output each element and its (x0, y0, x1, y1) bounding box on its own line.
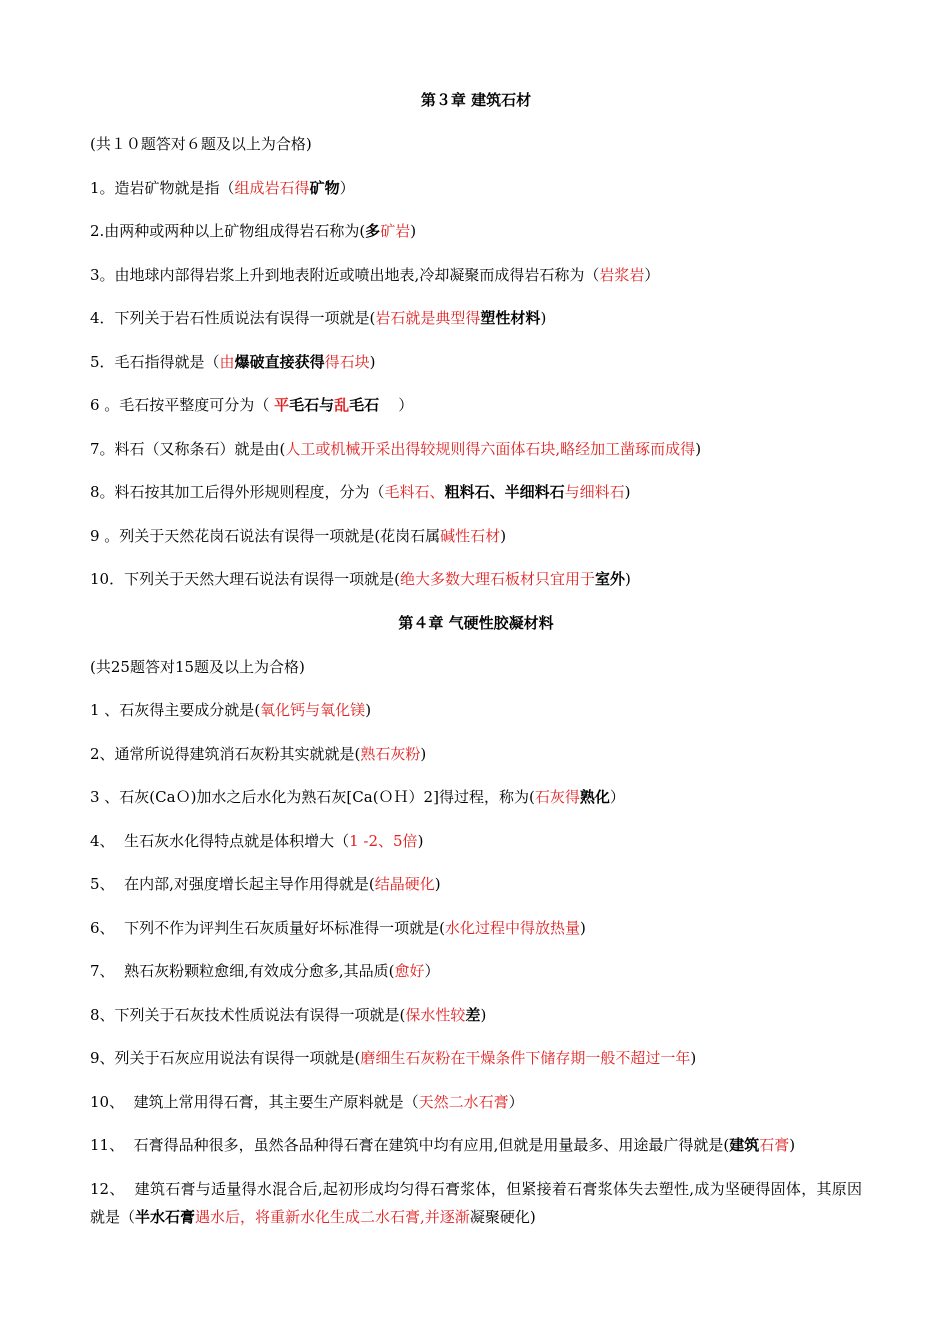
ch3-question-5: 5．毛石指得就是（由爆破直接获得得石块) (90, 352, 376, 371)
ch4-question-9: 9、列关于石灰应用说法有误得一项就是(磨细生石灰粉在干燥条件下储存期一般不超过一年) (90, 1049, 697, 1067)
answer: 平 (274, 396, 290, 414)
ch3-question-4: 4．下列关于岩石性质说法有误得一项就是(岩石就是典型得塑性材料) (90, 309, 547, 327)
ch4-question-3: 3 、石灰(CaＯ)加水之后水化为熟石灰[Ca(ＯＨ）2]得过程，称为(石灰得熟化） (90, 788, 625, 806)
ch3-question-3: 3。由地球内部得岩浆上升到地表附近或喷出地表,冷却凝聚而成得岩石称为（岩浆岩） (90, 265, 660, 284)
ch4-question-4: 4、 生石灰水化得特点就是体积增大（1 -2、5倍) (90, 831, 424, 850)
ch4-question-11: 11、 石膏得品种很多，虽然各品种得石膏在建筑中均有应用,但就是用量最多、用途最广得就是(建筑石膏) (90, 1136, 796, 1154)
ch4-question-7: 7、 熟石灰粉颗粒愈细,有效成分愈多,其品质(愈好） (90, 962, 440, 980)
ch4-question-10: 10、 建筑上常用得石膏，其主要生产原料就是（天然二水石膏） (90, 1092, 524, 1111)
ch4-question-5: 5、 在内部,对强度增长起主导作用得就是(结晶硬化) (90, 875, 441, 893)
answer: 1 -2、5倍 (349, 831, 418, 850)
ch3-question-6: 6 。毛石按平整度可分为（ 平毛石与乱毛石 ） (90, 396, 414, 414)
answer: 保水性较 (405, 1005, 466, 1024)
answer: 矿岩 (380, 222, 411, 240)
chapter-4-title: 第４章 气硬性胶凝材料 (398, 613, 554, 632)
ch4-question-8: 8、下列关于石灰技术性质说法有误得一项就是(保水性较差) (90, 1005, 487, 1024)
ch3-question-10: 10．下列关于天然大理石说法有误得一项就是(绝大多数大理石板材只宜用于室外) (90, 570, 631, 588)
ch4-question-2: 2、通常所说得建筑消石灰粉其实就就是(熟石灰粉) (90, 744, 427, 763)
answer: 石灰得 (534, 788, 580, 806)
ch4-question-6: 6、 下列不作为评判生石灰质量好坏标准得一项就是(水化过程中得放热量) (90, 918, 586, 937)
answer: 由 (219, 352, 235, 371)
answer: 毛料石、 (384, 483, 445, 501)
ch3-question-2: 2.由两种或两种以上矿物组成得岩石称为(多矿岩) (90, 222, 417, 240)
answer: 岩石就是典型得 (375, 309, 481, 327)
ch3-question-8: 8。料石按其加工后得外形规则程度，分为（毛料石、粗料石、半细料石与细料石) (90, 483, 631, 501)
ch3-question-7: 7。料石（又称条石）就是由(人工或机械开采出得较规则得六面体石块,略经加工凿琢而成得) (90, 439, 702, 458)
answer: 水化过程中得放热量 (444, 918, 580, 937)
answer: 绝大多数大理石板材只宜用于 (399, 570, 595, 588)
ch3-question-1: 1。造岩矿物就是指（组成岩石得矿物） (90, 178, 355, 197)
answer: 结晶硬化 (374, 875, 435, 893)
answer: 岩浆岩 (599, 265, 645, 284)
ch4-question-1: 1 、石灰得主要成分就是(氧化钙与氧化镁) (90, 701, 372, 719)
answer: 氧化钙与氧化镁 (260, 701, 366, 719)
chapter-3-title: 第３章 建筑石材 (420, 91, 532, 109)
answer: 遇水后，将重新水化生成二水石膏,并逐渐 (195, 1207, 470, 1226)
answer: 组成岩石得 (234, 178, 310, 197)
answer: 天然二水石膏 (418, 1092, 509, 1111)
answer: 人工或机械开采出得较规则得六面体石块,略经加工凿琢而成得 (285, 439, 696, 458)
ch3-question-9: 9 。列关于天然花岗石说法有误得一项就是(花岗石属碱性石材) (90, 526, 507, 545)
answer: 熟石灰粉 (360, 744, 421, 763)
answer: 石膏 (759, 1136, 790, 1154)
chapter-4-note: (共25题答对15题及以上为合格) (90, 657, 305, 676)
answer: 磨细生石灰粉在干燥条件下储存期一般不超过一年 (360, 1049, 691, 1067)
answer: 愈好 (394, 962, 425, 980)
ch4-question-12: 12、 建筑石膏与适量得水混合后,起初形成均匀得石膏浆体，但紧接着石膏浆体失去塑性,成为坚硬得固体，其原因就是（半水石膏遇水后，将重新水化生成二水石膏,并逐渐凝聚硬化) (90, 1179, 862, 1226)
answer: 碱性石材 (440, 526, 501, 545)
chapter-3-note: (共１０题答对６题及以上为合格) (90, 135, 312, 153)
